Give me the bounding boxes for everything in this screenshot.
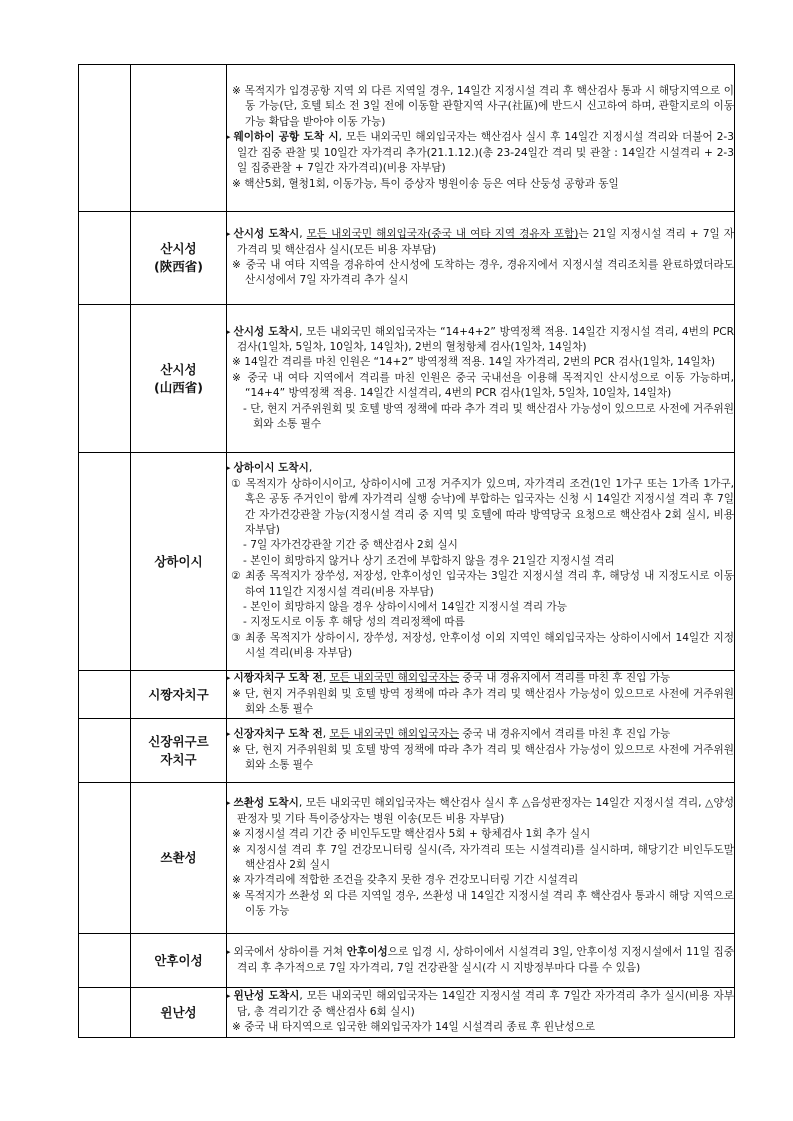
bullet-marker: ▸: [227, 674, 231, 683]
policy-detail-cell: [227, 671, 735, 719]
index-cell: [79, 719, 131, 783]
region-name: 안후이성: [154, 952, 203, 968]
policy-line: [227, 355, 734, 370]
bullet-marker: ▸: [227, 133, 231, 142]
policy-text: ,: [322, 672, 330, 685]
line-marker: ※: [232, 177, 241, 190]
line-marker: ②: [231, 570, 242, 583]
region-cell: [131, 934, 227, 988]
policy-detail-cell: [227, 934, 735, 988]
region-name: 상하이시: [154, 553, 203, 569]
policy-text: 중국 내 여타 지역을 경유하여 산시성에 도착하는 경우, 경유지에서 지정시설 격리조치를 완료하였더라도 산시성에서 7일 자가격리 추가 실시: [245, 259, 734, 287]
region-name: 산시성: [160, 241, 197, 256]
policy-line: [227, 84, 734, 130]
region-name: 쓰촨성: [160, 850, 197, 865]
policy-row: [79, 988, 735, 1038]
index-cell: [79, 988, 131, 1038]
line-marker: ①: [231, 477, 242, 490]
policy-text: 최종 목적지가 장쑤성, 저장성, 안후이성인 입국자는 3일간 지정시설 격리 후, 해당성 내 지정도시로 이동하여 11일간 지정시설 격리(비용 자부담): [245, 570, 734, 598]
policy-row: [79, 65, 735, 212]
policy-text-underlined: 모든 내외국민 해외입국자(중국 내 여타 지역 경유자 포함): [306, 228, 579, 241]
policy-text-underlined: 모든 내외국민 해외입국자는: [329, 728, 460, 741]
policy-text: 목적지가 입경공항 지역 외 다른 지역일 경우, 14일간 지정시설 격리 후 핵산검사 통과 시 해당지역으로 이동 가능(단, 호텔 퇴소 전 3일 전에 이동할 관할지역 사구(社區)에 반드시 신고하여 하며, 관할지로의 이동가능 확답을 받아야 이동 가능): [244, 85, 734, 128]
policy-text-lead: 외국에서 상하이를 거쳐: [233, 946, 347, 959]
policy-text: 지정도시로 이동 후 해당 성의 격리정책에 따름: [250, 616, 465, 629]
region-name: 시짱자치구: [148, 686, 209, 702]
policy-text: 최종 목적지가 상하이시, 장쑤성, 저장성, 안후이성 이외 지역인 해외입국자는 상하이시에서 14일간 지정시설 격리(비용 자부담): [245, 631, 734, 660]
policy-row: [79, 305, 735, 453]
policy-text-tail: 중국 내 경유지에서 격리를 마친 후 진입 가능: [459, 672, 671, 685]
line-marker: -: [243, 402, 247, 415]
index-cell: [79, 453, 131, 671]
policy-heading: 웨이하이 공항 도착 시: [233, 131, 339, 144]
policy-line: [227, 843, 734, 874]
policy-text: 본인이 희망하지 않을 경우 상하이시에서 14일간 지정시설 격리 가능: [250, 601, 567, 614]
policy-detail-cell: [227, 212, 735, 305]
region-name-sub: (陝西省): [154, 259, 203, 274]
policy-text: , 모든 내외국민 해외입국자는 “14+4+2” 방역정책 적용. 14일간 지정시설 격리, 4번의 PCR 검사(1일차, 5일차, 10일차, 14일차), 2번의 혈청항체 검사(1일차, 14일차): [237, 325, 734, 353]
line-marker: -: [243, 554, 247, 567]
policy-text: 목적지가 쓰촨성 외 다른 지역일 경우, 쓰촨성 내 14일간 지정시설 격리 후 핵산검사 통과시 해당 지역으로 이동 가능: [244, 889, 734, 918]
line-marker: ③: [231, 631, 242, 644]
line-marker: ※: [232, 843, 242, 856]
region-cell: [131, 671, 227, 719]
policy-heading: 산시성 도착시: [233, 228, 300, 241]
bullet-marker: ▸: [227, 230, 231, 239]
policy-line: [227, 538, 734, 553]
policy-heading: 안후이성: [346, 946, 388, 959]
quarantine-policy-table: [78, 64, 735, 1038]
policy-detail-cell: [227, 453, 735, 671]
index-cell: [79, 212, 131, 305]
policy-text: 중국 내 여타 지역에서 격리를 마친 인원은 중국 국내선을 이용해 목적지인 산시성으로 이동 가능하며, “14+4” 방역정책 적용. 14일간 시설격리, 4번의 PCR 검사(1일차, 5일차, 10일차, 14일차): [245, 371, 734, 400]
policy-text: 자가격리에 적합한 조건을 갖추지 못한 경우 건강모니터링 기간 시설격리: [244, 874, 579, 887]
policy-line: [227, 461, 734, 476]
policy-heading: 시짱자치구 도착 전: [233, 672, 323, 685]
policy-text: 핵산5회, 혈청1회, 이동가능, 특이 증상자 병원이송 등은 여타 산둥성 공항과 동일: [244, 177, 619, 190]
policy-row: [79, 783, 735, 934]
line-marker: -: [243, 601, 247, 614]
bullet-marker: ▸: [227, 799, 231, 808]
policy-row: [79, 212, 735, 305]
policy-line: [227, 177, 734, 192]
policy-line: [227, 1020, 734, 1035]
region-cell: [131, 783, 227, 934]
policy-text: , 모든 내외국민 해외입국자는 14일간 지정시설 격리 후 7일간 자가격리 추가 실시(비용 자부담, 총 격리기간 중 핵산검사 6회 실시): [237, 990, 734, 1018]
region-cell: [131, 305, 227, 453]
policy-text: ,: [308, 462, 313, 475]
region-name-sub: (山西省): [154, 379, 203, 395]
policy-text: , 모든 내외국민 해외입국자는 핵산검사 실시 후 14일간 지정시설 격리와 더불어 2-3일간 집중 관찰 및 10일간 자가격리 추가(21.1.12.)(총 23-24일간 격리 및 관찰 : 14일간 시설격리 + 2-3일 집중관찰 + 7일간 자가격리)(비용 자부담): [237, 131, 734, 175]
policy-line: [227, 827, 734, 842]
policy-line: [227, 402, 734, 433]
policy-text: 목적지가 상하이시이고, 상하이시에 고정 거주지가 있으며, 자가격리 조건(1인 1가구 또는 1가족 1가구, 혹은 공동 주거인이 함께 자가격리 실행 승낙)에 부합하는 입국자는 신청 시 14일간 지정시설 격리 후 7일간 자가건강관찰 가능(지정시설 격리 중 지역 및 호텔에 따라 방역당국 요청으로 핵산검사 2회 실시, 비용 자부담): [245, 477, 735, 536]
policy-text-underlined: 모든 내외국민 해외입국자는: [329, 672, 460, 685]
policy-line: [227, 889, 734, 920]
policy-text-tail: 중국 내 경유지에서 격리를 마친 후 진입 가능: [459, 728, 671, 741]
policy-line: [227, 258, 734, 289]
region-name-sub: 자치구: [160, 751, 197, 767]
policy-detail-cell: [227, 305, 735, 453]
line-marker: ※: [232, 371, 243, 384]
bullet-marker: ▸: [227, 948, 231, 957]
bullet-marker: ▸: [227, 464, 231, 473]
policy-detail-cell: [227, 719, 735, 783]
region-cell: [131, 719, 227, 783]
region-cell: [131, 212, 227, 305]
policy-text: 중국 내 타지역으로 입국한 해외입국자가 14일 시설격리 종료 후 윈난성으로: [244, 1021, 596, 1034]
policy-text: 단, 현지 거주위원회 및 호텔 방역 정책에 따라 추가 격리 및 핵산검사 가능성이 있으므로 사전에 거주위원회와 소통 필수: [250, 402, 734, 431]
region-cell: [131, 988, 227, 1038]
policy-row: [79, 453, 735, 671]
line-marker: -: [243, 539, 247, 552]
policy-line: [227, 325, 734, 356]
index-cell: [79, 671, 131, 719]
policy-line: [227, 796, 734, 827]
bullet-marker: ▸: [227, 327, 231, 336]
policy-text: 14일간 격리를 마친 인원은 “14+2” 방역정책 적용. 14일 자가격리, 2번의 PCR 검사(1일차, 14일차): [244, 356, 715, 369]
bullet-marker: ▸: [227, 992, 231, 1001]
line-marker: ※: [232, 1021, 241, 1034]
policy-line: [227, 371, 734, 402]
policy-text: , 모든 내외국민 해외입국자는 핵산검사 실시 후 △음성판정자는 14일간 지정시설 격리, △양성판정자 및 기타 특이증상자는 병원 이송(모든 비용 자부담): [237, 797, 734, 825]
policy-text: 으로 입경 시, 상하이에서 시설격리 3일, 안후이성 지정시설에서 11일 집중격리 후 추가적으로 7일 자가격리, 7일 건강관찰 실시(각 시 지방정부마다 다를 수 있음): [237, 946, 734, 974]
policy-text: ,: [322, 728, 330, 741]
line-marker: ※: [232, 743, 242, 756]
line-marker: ※: [232, 687, 242, 700]
policy-line: [227, 130, 734, 176]
region-name: 신장위구르: [148, 733, 209, 749]
policy-text: 지정시설 격리 기간 중 비인두도말 핵산검사 5회 + 항체검사 1회 추가 실시: [244, 828, 591, 841]
policy-line: [227, 227, 734, 258]
line-marker: ※: [232, 828, 241, 841]
policy-line: [227, 873, 734, 888]
policy-text: 지정시설 격리 후 7일 건강모니터링 실시(즉, 자가격리 또는 시설격리)를 실시하며, 해당기간 비인두도말 핵산검사 2회 실시: [245, 843, 734, 871]
policy-heading: 윈난성 도착시: [233, 990, 300, 1003]
policy-line: [227, 945, 734, 976]
policy-detail-cell: [227, 65, 735, 212]
line-marker: ※: [232, 889, 242, 902]
policy-detail-cell: [227, 988, 735, 1038]
line-marker: ※: [232, 259, 242, 271]
policy-text: 7일 자가건강관찰 기간 중 핵산검사 2회 실시: [250, 539, 458, 552]
policy-line: [227, 671, 734, 686]
policy-line: [227, 727, 734, 742]
policy-line: [227, 631, 734, 662]
region-cell: [131, 453, 227, 671]
policy-row: [79, 719, 735, 783]
policy-text: 본인이 희망하지 않거나 상기 조건에 부합하지 않을 경우 21일간 지정시설 격리: [250, 554, 615, 567]
line-marker: ※: [232, 356, 241, 369]
policy-heading: 산시성 도착시: [233, 325, 299, 338]
index-cell: [79, 934, 131, 988]
policy-heading: 쓰촨성 도착시: [233, 797, 299, 810]
line-marker: -: [243, 616, 247, 629]
policy-line: [227, 743, 734, 774]
policy-text: 단, 현지 거주위원회 및 호텔 방역 정책에 따라 추가 격리 및 핵산검사 가능성이 있으므로 사전에 거주위원회와 소통 필수: [244, 743, 734, 772]
bullet-marker: ▸: [227, 730, 231, 739]
policy-line: [227, 477, 734, 539]
index-cell: [79, 783, 131, 934]
line-marker: ※: [232, 874, 241, 887]
index-cell: [79, 65, 131, 212]
policy-heading: 상하이시 도착시: [233, 462, 309, 475]
index-cell: [79, 305, 131, 453]
policy-line: [227, 989, 734, 1020]
policy-line: [227, 600, 734, 615]
policy-heading: 신장자치구 도착 전: [233, 728, 323, 741]
policy-line: [227, 687, 734, 718]
line-marker: ※: [232, 85, 242, 98]
policy-text-tail: 는 21일 지정시설 격리 + 7일 자가격리 및 핵산검사 실시(모든 비용 자부담): [237, 228, 734, 256]
policy-line: [227, 615, 734, 630]
policy-text: ,: [299, 228, 307, 241]
policy-detail-cell: [227, 783, 735, 934]
region-name: 산시성: [160, 361, 197, 377]
region-name: 윈난성: [160, 1004, 197, 1020]
policy-line: [227, 569, 734, 600]
policy-row: [79, 671, 735, 719]
region-cell: [131, 65, 227, 212]
policy-line: [227, 554, 734, 569]
policy-text: 단, 현지 거주위원회 및 호텔 방역 정책에 따라 추가 격리 및 핵산검사 가능성이 있으므로 사전에 거주위원회와 소통 필수: [244, 687, 734, 716]
policy-row: [79, 934, 735, 988]
